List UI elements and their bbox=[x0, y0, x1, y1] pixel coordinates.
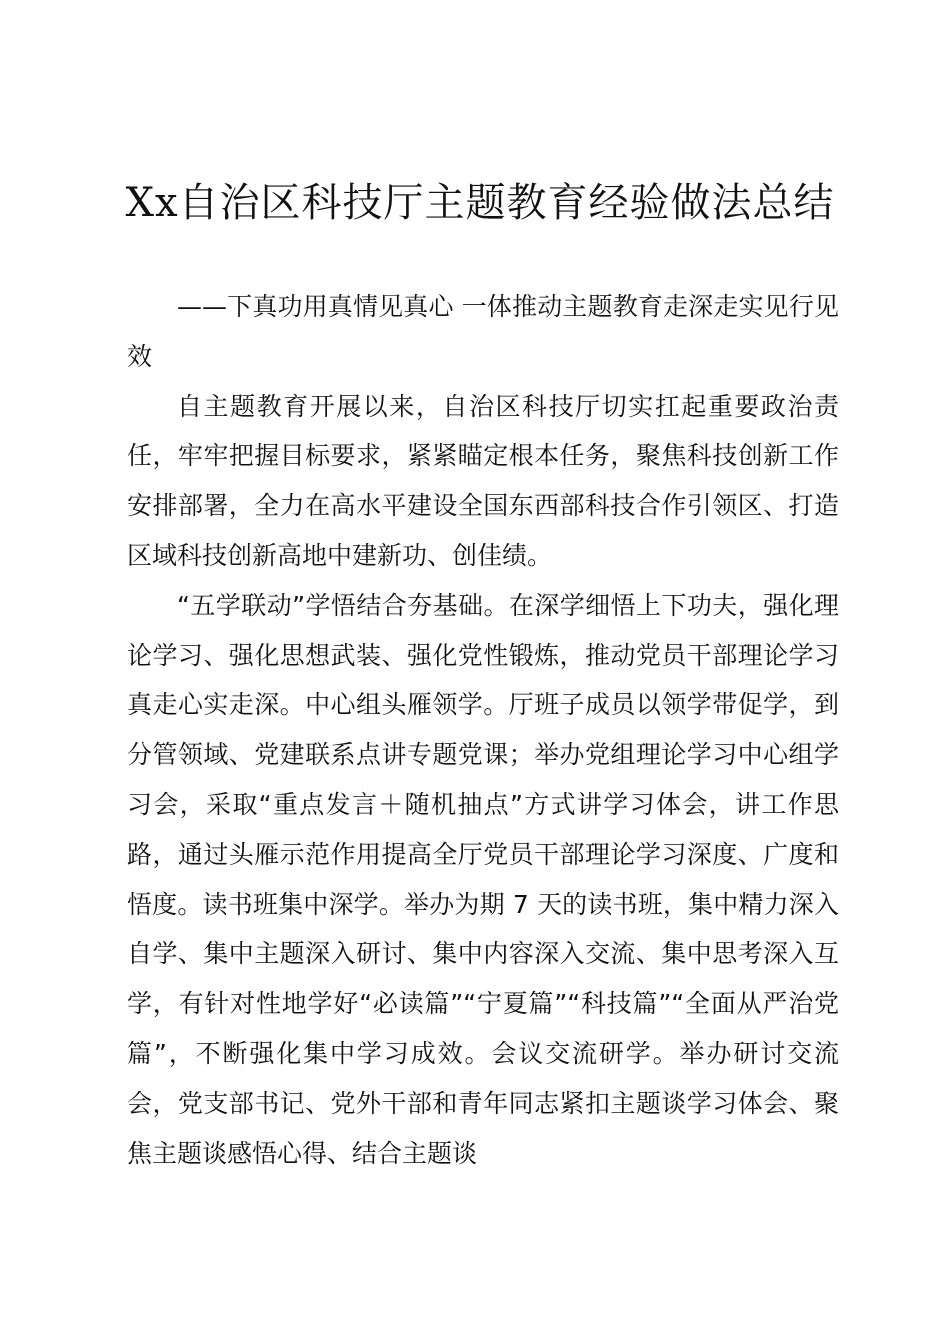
document-title: Xx自治区科技厅主题教育经验做法总结 bbox=[125, 180, 835, 226]
document-body bbox=[127, 282, 839, 1178]
body-paragraph-intro: 自主题教育开展以来，自治区科技厅切实扛起重要政治责任，牢牢把握目标要求，紧紧瞄定根本任务，聚焦科技创新工作安排部署，全力在高水平建设全国东西部科技合作引领区、打造区域科技创新高地中建新功、创佳绩。 bbox=[127, 391, 839, 570]
subtitle-paragraph: ——下真功用真情见真心 一体推动主题教育走深走实见行见效 bbox=[127, 292, 839, 371]
body-paragraph-five-studies: “五学联动”学悟结合夯基础。在深学细悟上下功夫，强化理论学习、强化思想武装、强化党性锻炼，推动党员干部理论学习真走心实走深。中心组头雁领学。厅班子成员以领学带促学，到分管领域、党建联系点讲专题党课；举办党组理论学习中心组学习会，采取“重点发言＋随机抽点”方式讲学习体会，讲工作思路，通过头雁示范作用提高全厅党员干部理论学习深度、广度和悟度。读书班集中深学。举办为期 7 天的读书班，集中精力深入自学、集中主题深入研讨、集中内容深入交流、集中思考深入互学，有针对性地学好“必读篇”“宁夏篇”“科技篇”“全面从严治党篇”，不断强化集中学习成效。会议交流研学。举办研讨交流会，党支部书记、党外干部和青年同志紧扣主题谈学习体会、聚焦主题谈感悟心得、结合主题谈 bbox=[127, 590, 839, 1168]
